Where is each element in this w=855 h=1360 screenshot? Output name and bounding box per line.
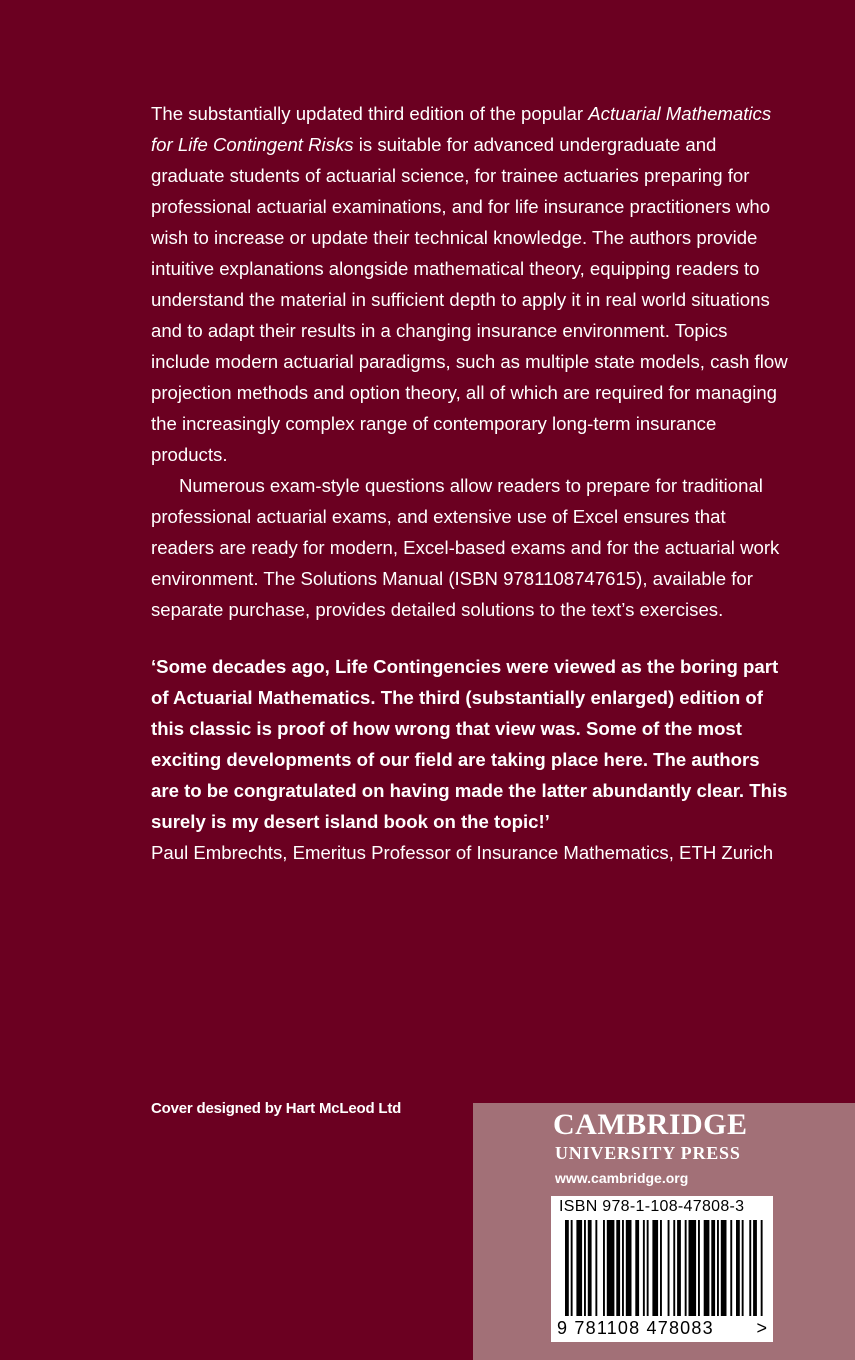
publisher-panel xyxy=(473,1103,855,1360)
barcode-end-mark: > xyxy=(756,1318,767,1338)
endorsement-attribution: Paul Embrechts, Emeritus Professor of Insurance Mathematics, ETH Zurich xyxy=(151,842,774,863)
blurb-paragraph-1: The substantially updated third edition of the popular Actuarial Mathematics for Life Contingent Risks is suitable for advanced undergraduate and graduate students of actuarial science, for trainee actuaries preparing for professional actuarial examinations, and for life insurance practitioners who wish to increase or update their technical knowledge. The authors provide intuitive explanations alongside mathematical theory, equipping readers to understand the material in sufficient depth to apply it in real world situations and to adapt their results in a changing insurance environment. Topics include modern actuarial paradigms, such as multiple state models, cash flow projection methods and option theory, all of which are required for managing the increasingly complex range of contemporary long-term insurance products. xyxy=(151,103,788,465)
endorsement-quote: ‘Some decades ago, Life Contingencies were viewed as the boring part of Actuarial Mathematics. The third (substantially enlarged) edition of this classic is proof of how wrong that view was. Some of the most exciting developments of our field are taking place here. The authors are to be congratulated on having made the latter abundantly clear. This surely is my desert island book on the topic!’ xyxy=(151,656,788,832)
publisher-url: www.cambridge.org xyxy=(555,1170,689,1186)
cover-credit: Cover designed by Hart McLeod Ltd xyxy=(151,1100,402,1117)
book-title: Actuarial Mathematics for Life Contingent Risks xyxy=(151,103,772,155)
publisher-logo-name: CAMBRIDGE xyxy=(553,1108,748,1141)
barcode-digits: 9 781108 478083 xyxy=(557,1318,714,1338)
isbn-label: ISBN 978-1-108-47808-3 xyxy=(559,1198,745,1215)
isbn-barcode xyxy=(551,1196,773,1342)
barcode-icon xyxy=(551,1218,773,1318)
blurb-paragraph-2: Numerous exam-style questions allow readers to prepare for traditional professional actuarial exams, and extensive use of Excel ensures that readers are ready for modern, Excel-based exams and for the actuarial work environment. The Solutions Manual (ISBN 9781108747615), available for separate purchase, provides detailed solutions to the text’s exercises. xyxy=(151,475,780,620)
endorsement xyxy=(151,651,791,868)
description-blurb xyxy=(151,98,791,625)
publisher-subtitle: UNIVERSITY PRESS xyxy=(555,1143,741,1163)
